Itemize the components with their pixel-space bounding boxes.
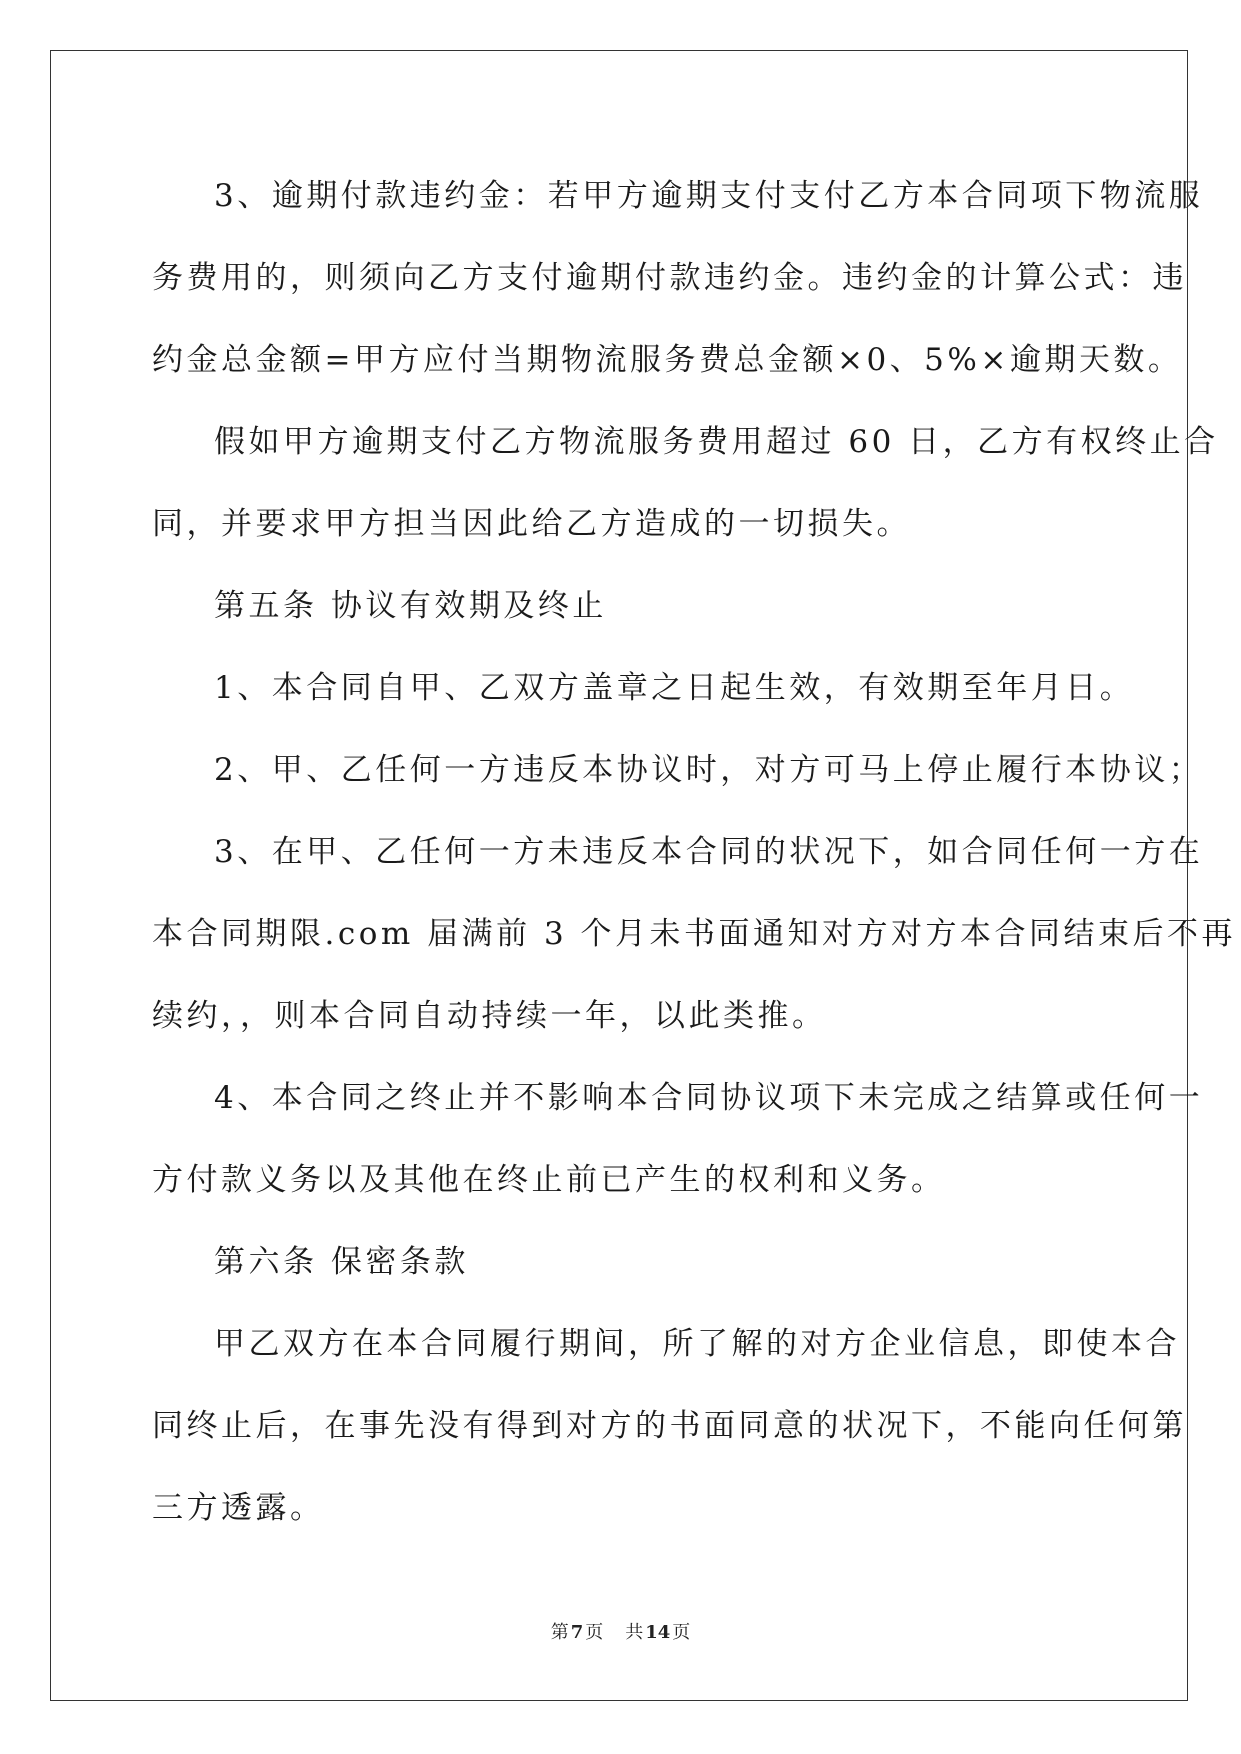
text-line: 4、本合同之终止并不影响本合同协议项下未完成之结算或任何一 xyxy=(214,1080,1204,1116)
text-line: 第五条 协议有效期及终止 xyxy=(214,588,607,624)
text-line: 甲乙双方在本合同履行期间，所了解的对方企业信息，即使本合 xyxy=(214,1326,1180,1362)
text-line: 3、逾期付款违约金：若甲方逾期支付支付乙方本合同项下物流服 xyxy=(214,178,1204,214)
text-line: 假如甲方逾期支付乙方物流服务费用超过 60 日，乙方有权终止合 xyxy=(214,424,1219,460)
text-line: 务费用的，则须向乙方支付逾期付款违约金。违约金的计算公式：违 xyxy=(152,260,1187,296)
text-line: 1、本合同自甲、乙双方盖章之日起生效，有效期至年月日。 xyxy=(214,670,1135,706)
text-line: 第六条 保密条款 xyxy=(214,1244,469,1280)
text-line: 本合同期限.com 届满前 3 个月未书面通知对方对方本合同结束后不再 xyxy=(152,916,1237,952)
footer-total-suffix: 页 xyxy=(672,1622,691,1643)
document-body xyxy=(152,155,1237,1549)
text-line: 续约，，则本合同自动持续一年，以此类推。 xyxy=(152,998,827,1034)
footer-total-pages: 14 xyxy=(645,1622,671,1643)
text-line: 2、甲、乙任何一方违反本协议时，对方可马上停止履行本协议； xyxy=(214,752,1204,788)
footer-page-prefix: 第 xyxy=(550,1622,569,1643)
footer-total-prefix: 共 xyxy=(625,1622,644,1643)
text-line: 方付款义务以及其他在终止前已产生的权利和义务。 xyxy=(152,1162,946,1198)
text-line: 同，并要求甲方担当因此给乙方造成的一切损失。 xyxy=(152,506,911,542)
text-line: 三方透露。 xyxy=(152,1490,325,1526)
page-footer xyxy=(0,1618,1241,1644)
text-line: 同终止后，在事先没有得到对方的书面同意的状况下，不能向任何第 xyxy=(152,1408,1187,1444)
text-line: 约金总金额=甲方应付当期物流服务费总金额×0、5%×逾期天数。 xyxy=(152,342,1183,378)
footer-current-page: 7 xyxy=(570,1622,584,1643)
text-line: 3、在甲、乙任何一方未违反本合同的状况下，如合同任何一方在 xyxy=(214,834,1204,870)
footer-page-suffix: 页 xyxy=(585,1622,604,1643)
